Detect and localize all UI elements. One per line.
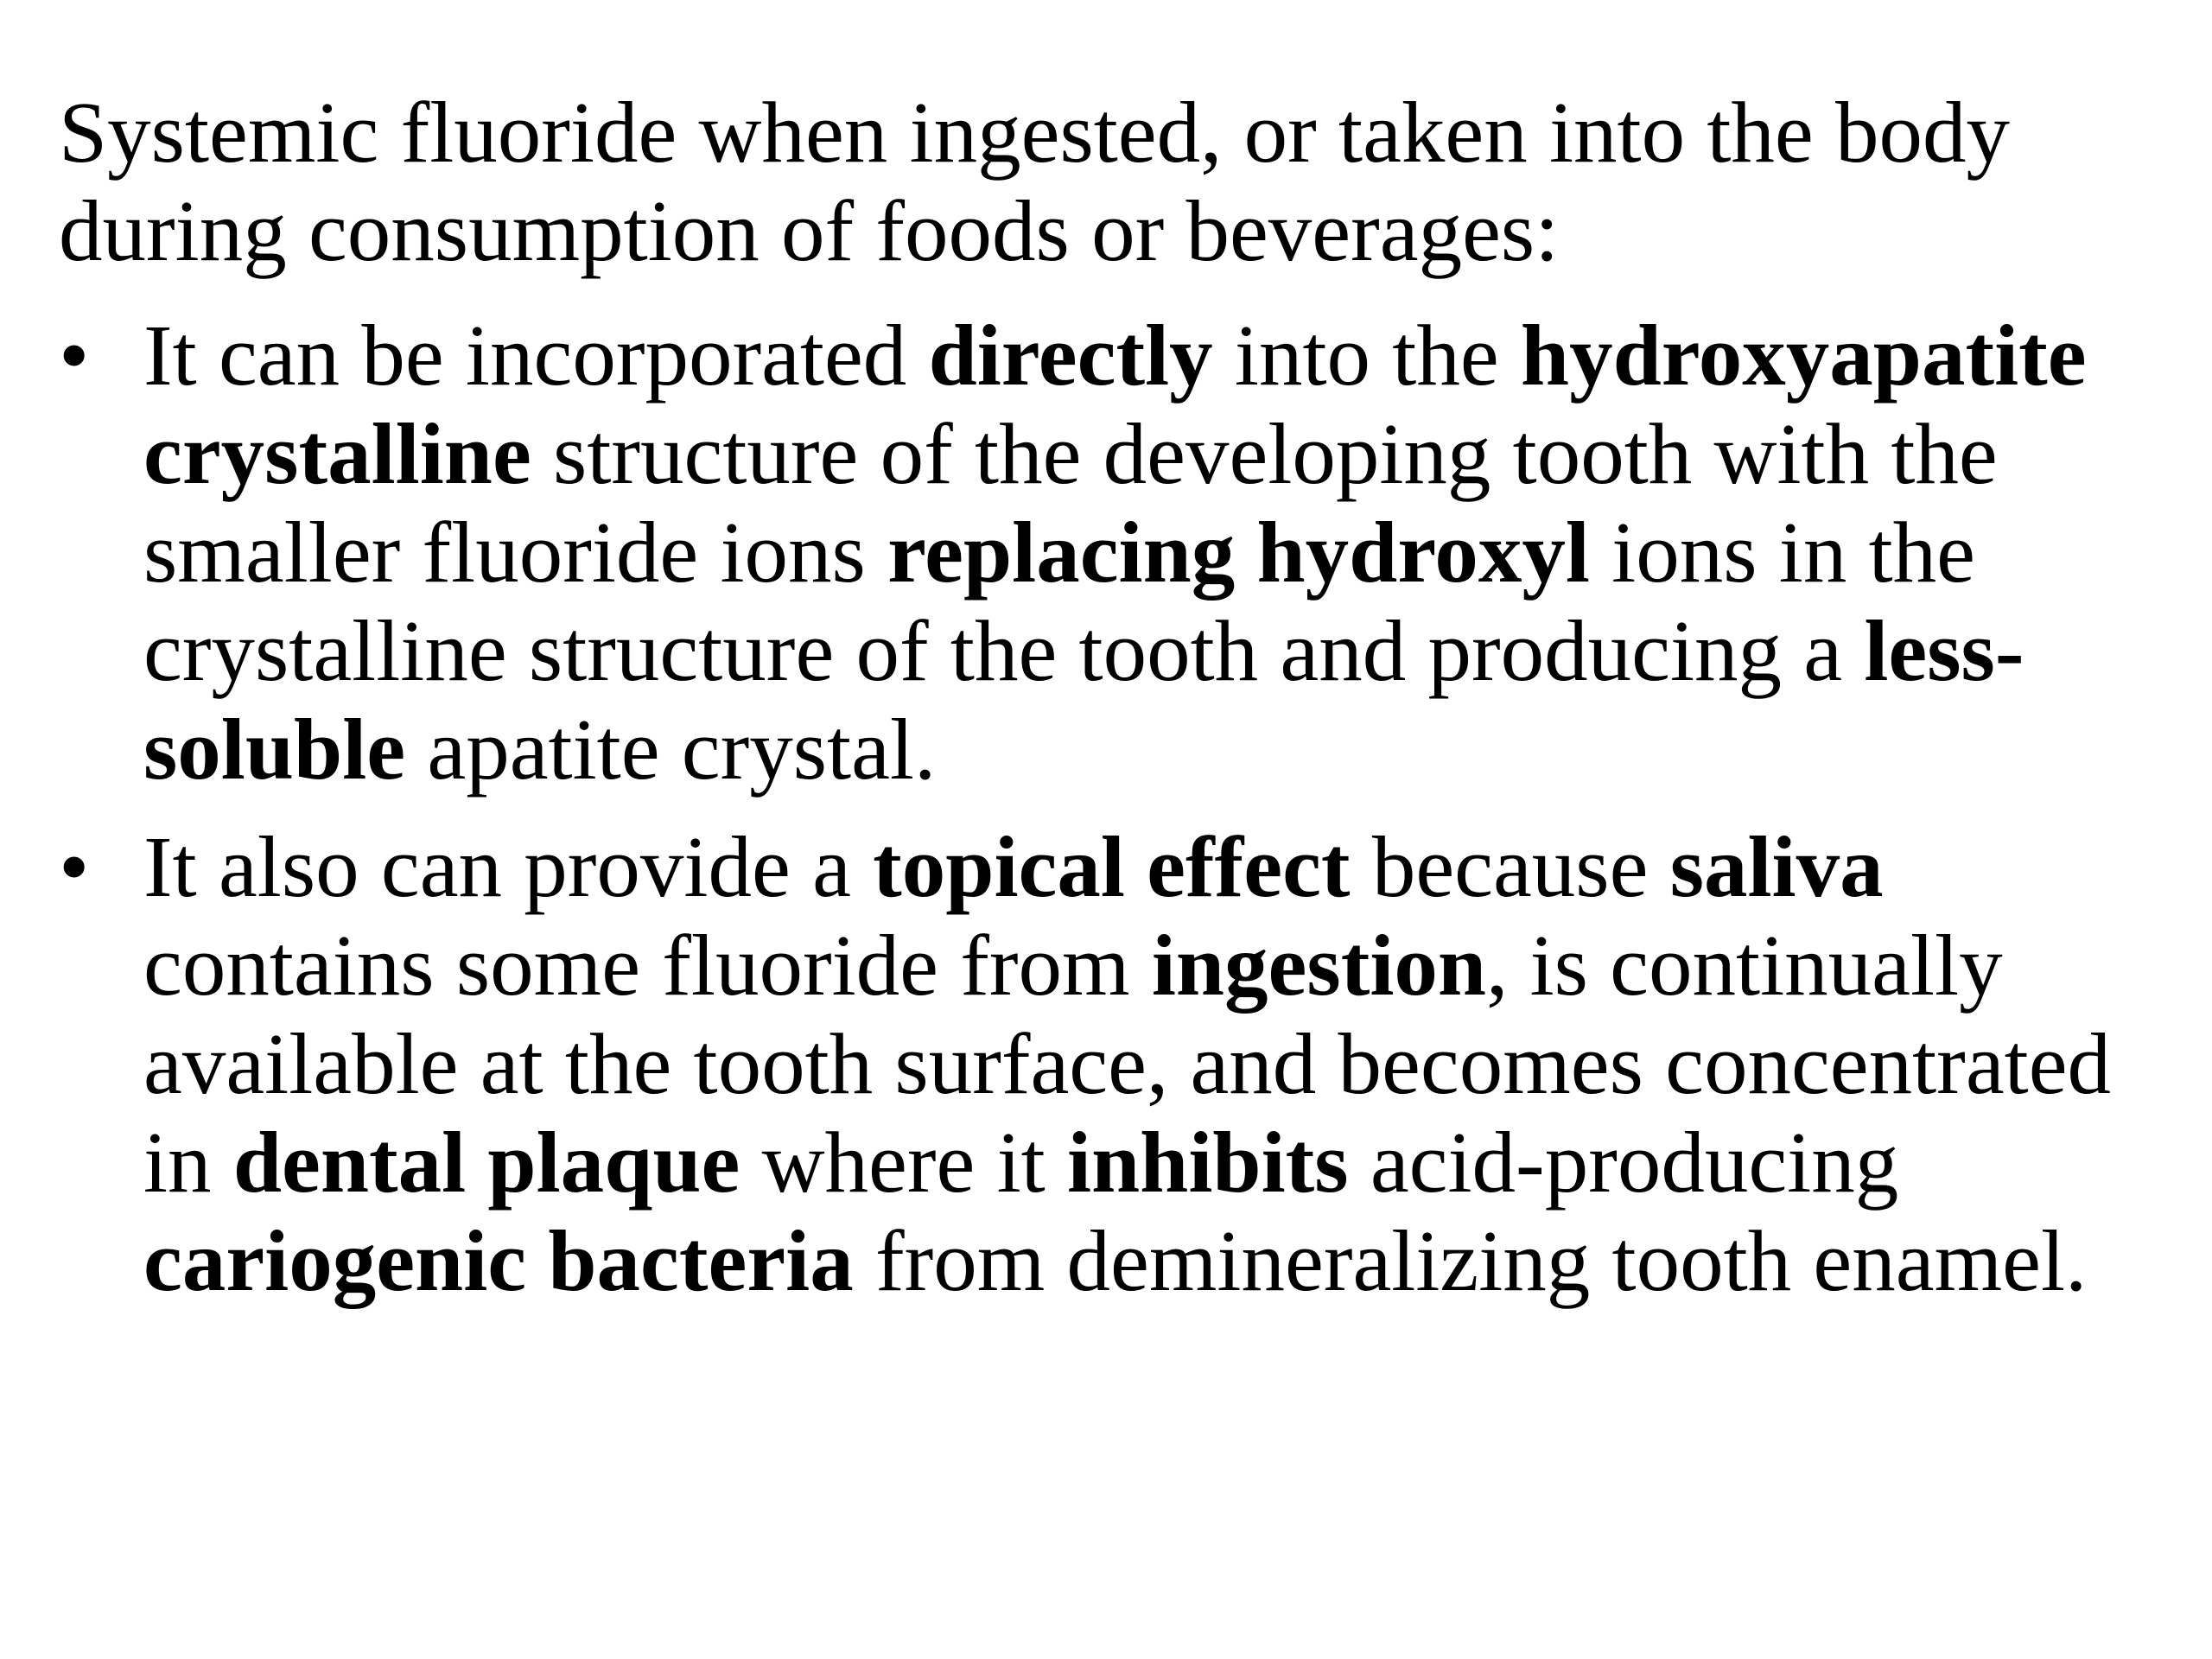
text-segment: structure of the developing tooth with the smaller fluoride ions (143, 405, 1998, 601)
text-segment: because (1350, 818, 1670, 915)
bold-term: hydroxyapatite crystalline (143, 307, 2087, 502)
text-segment: into the (1212, 307, 1521, 404)
text-segment: contains some fluoride from (143, 917, 1152, 1014)
text-segment: acid-producing (1348, 1114, 1899, 1211)
text-segment: ions in the crystalline structure of the tooth and producing a (143, 504, 1975, 699)
text-segment: It can be incorporated (143, 307, 929, 404)
bullet-list (59, 306, 2167, 1310)
bullet-item (59, 306, 2167, 798)
bullet-marker: • (59, 307, 90, 404)
bold-term: topical effect (873, 818, 1351, 915)
bold-term: dental plaque (232, 1114, 741, 1211)
bullet-item (59, 817, 2167, 1310)
text-segment: , is continually available at the tooth surface, and becomes concentrated in (143, 917, 2112, 1211)
bold-term: ingestion (1151, 917, 1487, 1014)
text-segment: apatite crystal. (405, 701, 937, 798)
bullet-text (143, 307, 2087, 798)
text-segment: from demineralizing tooth enamel. (853, 1212, 2088, 1309)
intro-paragraph: Systemic fluoride when ingested, or taken into the body during consumption of foods or beverages: (59, 84, 2011, 279)
bullet-text (143, 818, 2111, 1309)
slide-content (59, 83, 2167, 1329)
bold-term: replacing hydroxyl (887, 504, 1590, 601)
bullet-marker: • (59, 818, 90, 915)
text-segment: It also can provide a (143, 818, 874, 915)
bold-term: saliva (1669, 818, 1884, 915)
bold-term: inhibits (1066, 1114, 1349, 1211)
text-segment: where it (740, 1114, 1067, 1211)
bold-term: cariogenic bacteria (143, 1212, 854, 1309)
bold-term: less-soluble (143, 602, 2024, 798)
bold-term: directly (928, 307, 1213, 404)
